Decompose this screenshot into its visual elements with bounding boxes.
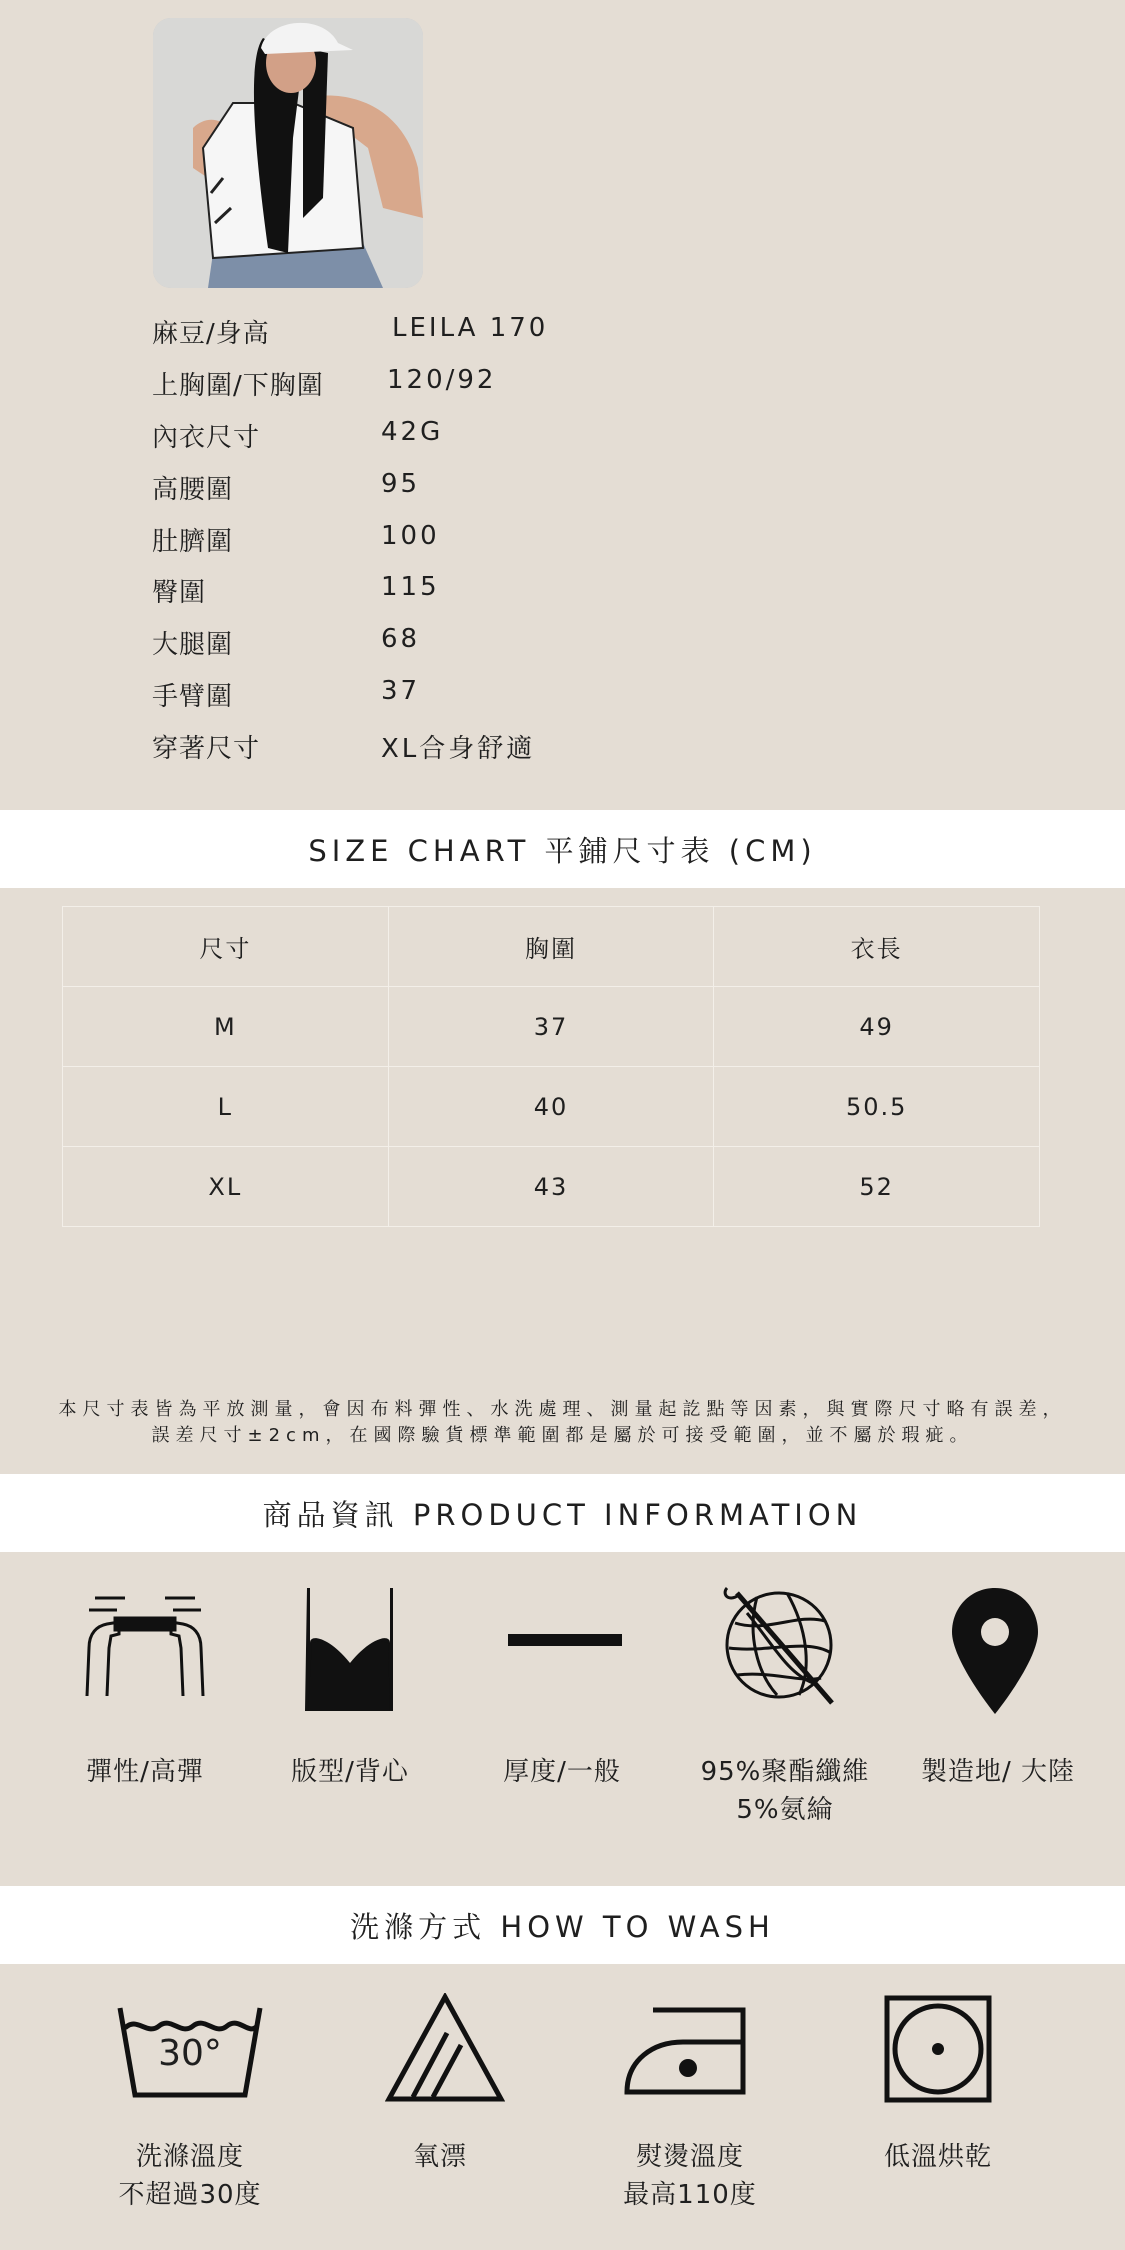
table-cell: L: [63, 1067, 389, 1147]
table-cell: XL: [63, 1147, 389, 1227]
product-info-caption: [893, 1753, 1103, 1791]
wash-basin-icon: [115, 1995, 265, 2105]
table-cell: 50.5: [714, 1067, 1040, 1147]
size-chart-banner: [0, 810, 1125, 888]
yarn-ball-icon: [712, 1583, 852, 1713]
wash-caption: [590, 2138, 790, 2214]
table-row: [63, 1067, 1040, 1147]
caption-line: 最高110度: [623, 2180, 757, 2210]
table-header-cell: 尺寸: [63, 907, 389, 987]
spec-value: 120/92: [387, 365, 497, 395]
thickness-line-icon: [500, 1620, 630, 1660]
iron-icon: [620, 1995, 755, 2105]
bleach-triangle-icon: [380, 1990, 510, 2105]
caption-line: 製造地/ 大陸: [920, 1757, 1076, 1787]
caption-line: 版型/背心: [291, 1757, 409, 1787]
caption-line: 不超過30度: [118, 2180, 262, 2210]
spec-value: 100: [381, 521, 440, 551]
table-cell: 49: [714, 987, 1040, 1067]
caption-line: 95%聚酯纖維: [700, 1757, 870, 1787]
measurement-note-line2: 誤差尺寸±2cm，在國際驗貨標準範圍都是屬於可接受範圍，並不屬於瑕疵。: [151, 1425, 974, 1446]
spec-label: 麻豆/身高: [152, 319, 270, 349]
spec-label: 臀圍: [152, 578, 207, 608]
spec-label: 內衣尺寸: [152, 423, 261, 453]
tumble-dry-low-icon: [882, 1993, 994, 2105]
caption-line: 厚度/一般: [503, 1757, 621, 1787]
table-header-cell: 胸圍: [388, 907, 714, 987]
spec-label: 穿著尺寸: [152, 734, 261, 764]
product-info-caption: [685, 1753, 885, 1829]
table-cell: 37: [388, 987, 714, 1067]
wash-caption: [80, 2138, 300, 2214]
size-table: [62, 906, 1040, 1227]
product-info-caption: [250, 1753, 450, 1791]
caption-line: 彈性/高彈: [86, 1757, 204, 1787]
table-cell: 40: [388, 1067, 714, 1147]
wash-caption: [340, 2138, 540, 2176]
spec-value: LEILA 170: [392, 313, 549, 343]
spec-value: 95: [381, 469, 421, 499]
table-row: [63, 1147, 1040, 1227]
size-chart-title: SIZE CHART 平鋪尺寸表 (CM): [308, 833, 817, 868]
table-cell: 43: [388, 1147, 714, 1227]
spec-value: 37: [381, 676, 421, 706]
spec-label: 上胸圍/下胸圍: [152, 371, 324, 401]
product-info-caption: [45, 1753, 245, 1791]
caption-line: 熨燙溫度: [635, 2142, 744, 2172]
product-info-banner: [0, 1474, 1125, 1552]
table-cell: 52: [714, 1147, 1040, 1227]
caption-line: 5%氨綸: [736, 1795, 834, 1825]
spec-label: 肚臍圍: [152, 527, 234, 557]
model-photo: [153, 18, 423, 288]
caption-line: 洗滌溫度: [135, 2142, 244, 2172]
table-header-cell: 衣長: [714, 907, 1040, 987]
table-row: [63, 987, 1040, 1067]
location-pin-icon: [940, 1583, 1050, 1718]
spec-value: XL合身舒適: [381, 734, 536, 764]
product-info-title: 商品資訊 PRODUCT INFORMATION: [262, 1497, 863, 1532]
spec-value: 115: [381, 572, 440, 602]
table-cell: M: [63, 987, 389, 1067]
spec-label: 高腰圍: [152, 475, 234, 505]
stretch-icon: [70, 1583, 220, 1703]
measurement-note-line1: 本尺寸表皆為平放測量，會因布料彈性、水洗處理、測量起訖點等因素，與實際尺寸略有誤差，: [58, 1399, 1067, 1420]
wash-banner: [0, 1886, 1125, 1964]
caption-line: 氧漂: [412, 2142, 467, 2172]
spec-value: 68: [381, 624, 421, 654]
caption-line: 低溫烘乾: [883, 2142, 992, 2172]
wash-temp-symbol: 30°: [158, 2033, 222, 2074]
spec-value: 42G: [381, 417, 444, 447]
spec-label: 手臂圍: [152, 682, 234, 712]
camisole-icon: [290, 1583, 410, 1713]
wash-title: 洗滌方式 HOW TO WASH: [350, 1909, 775, 1944]
table-header-row: [63, 907, 1040, 987]
spec-label: 大腿圍: [152, 630, 234, 660]
product-info-caption: [462, 1753, 662, 1791]
wash-caption: [838, 2138, 1038, 2176]
